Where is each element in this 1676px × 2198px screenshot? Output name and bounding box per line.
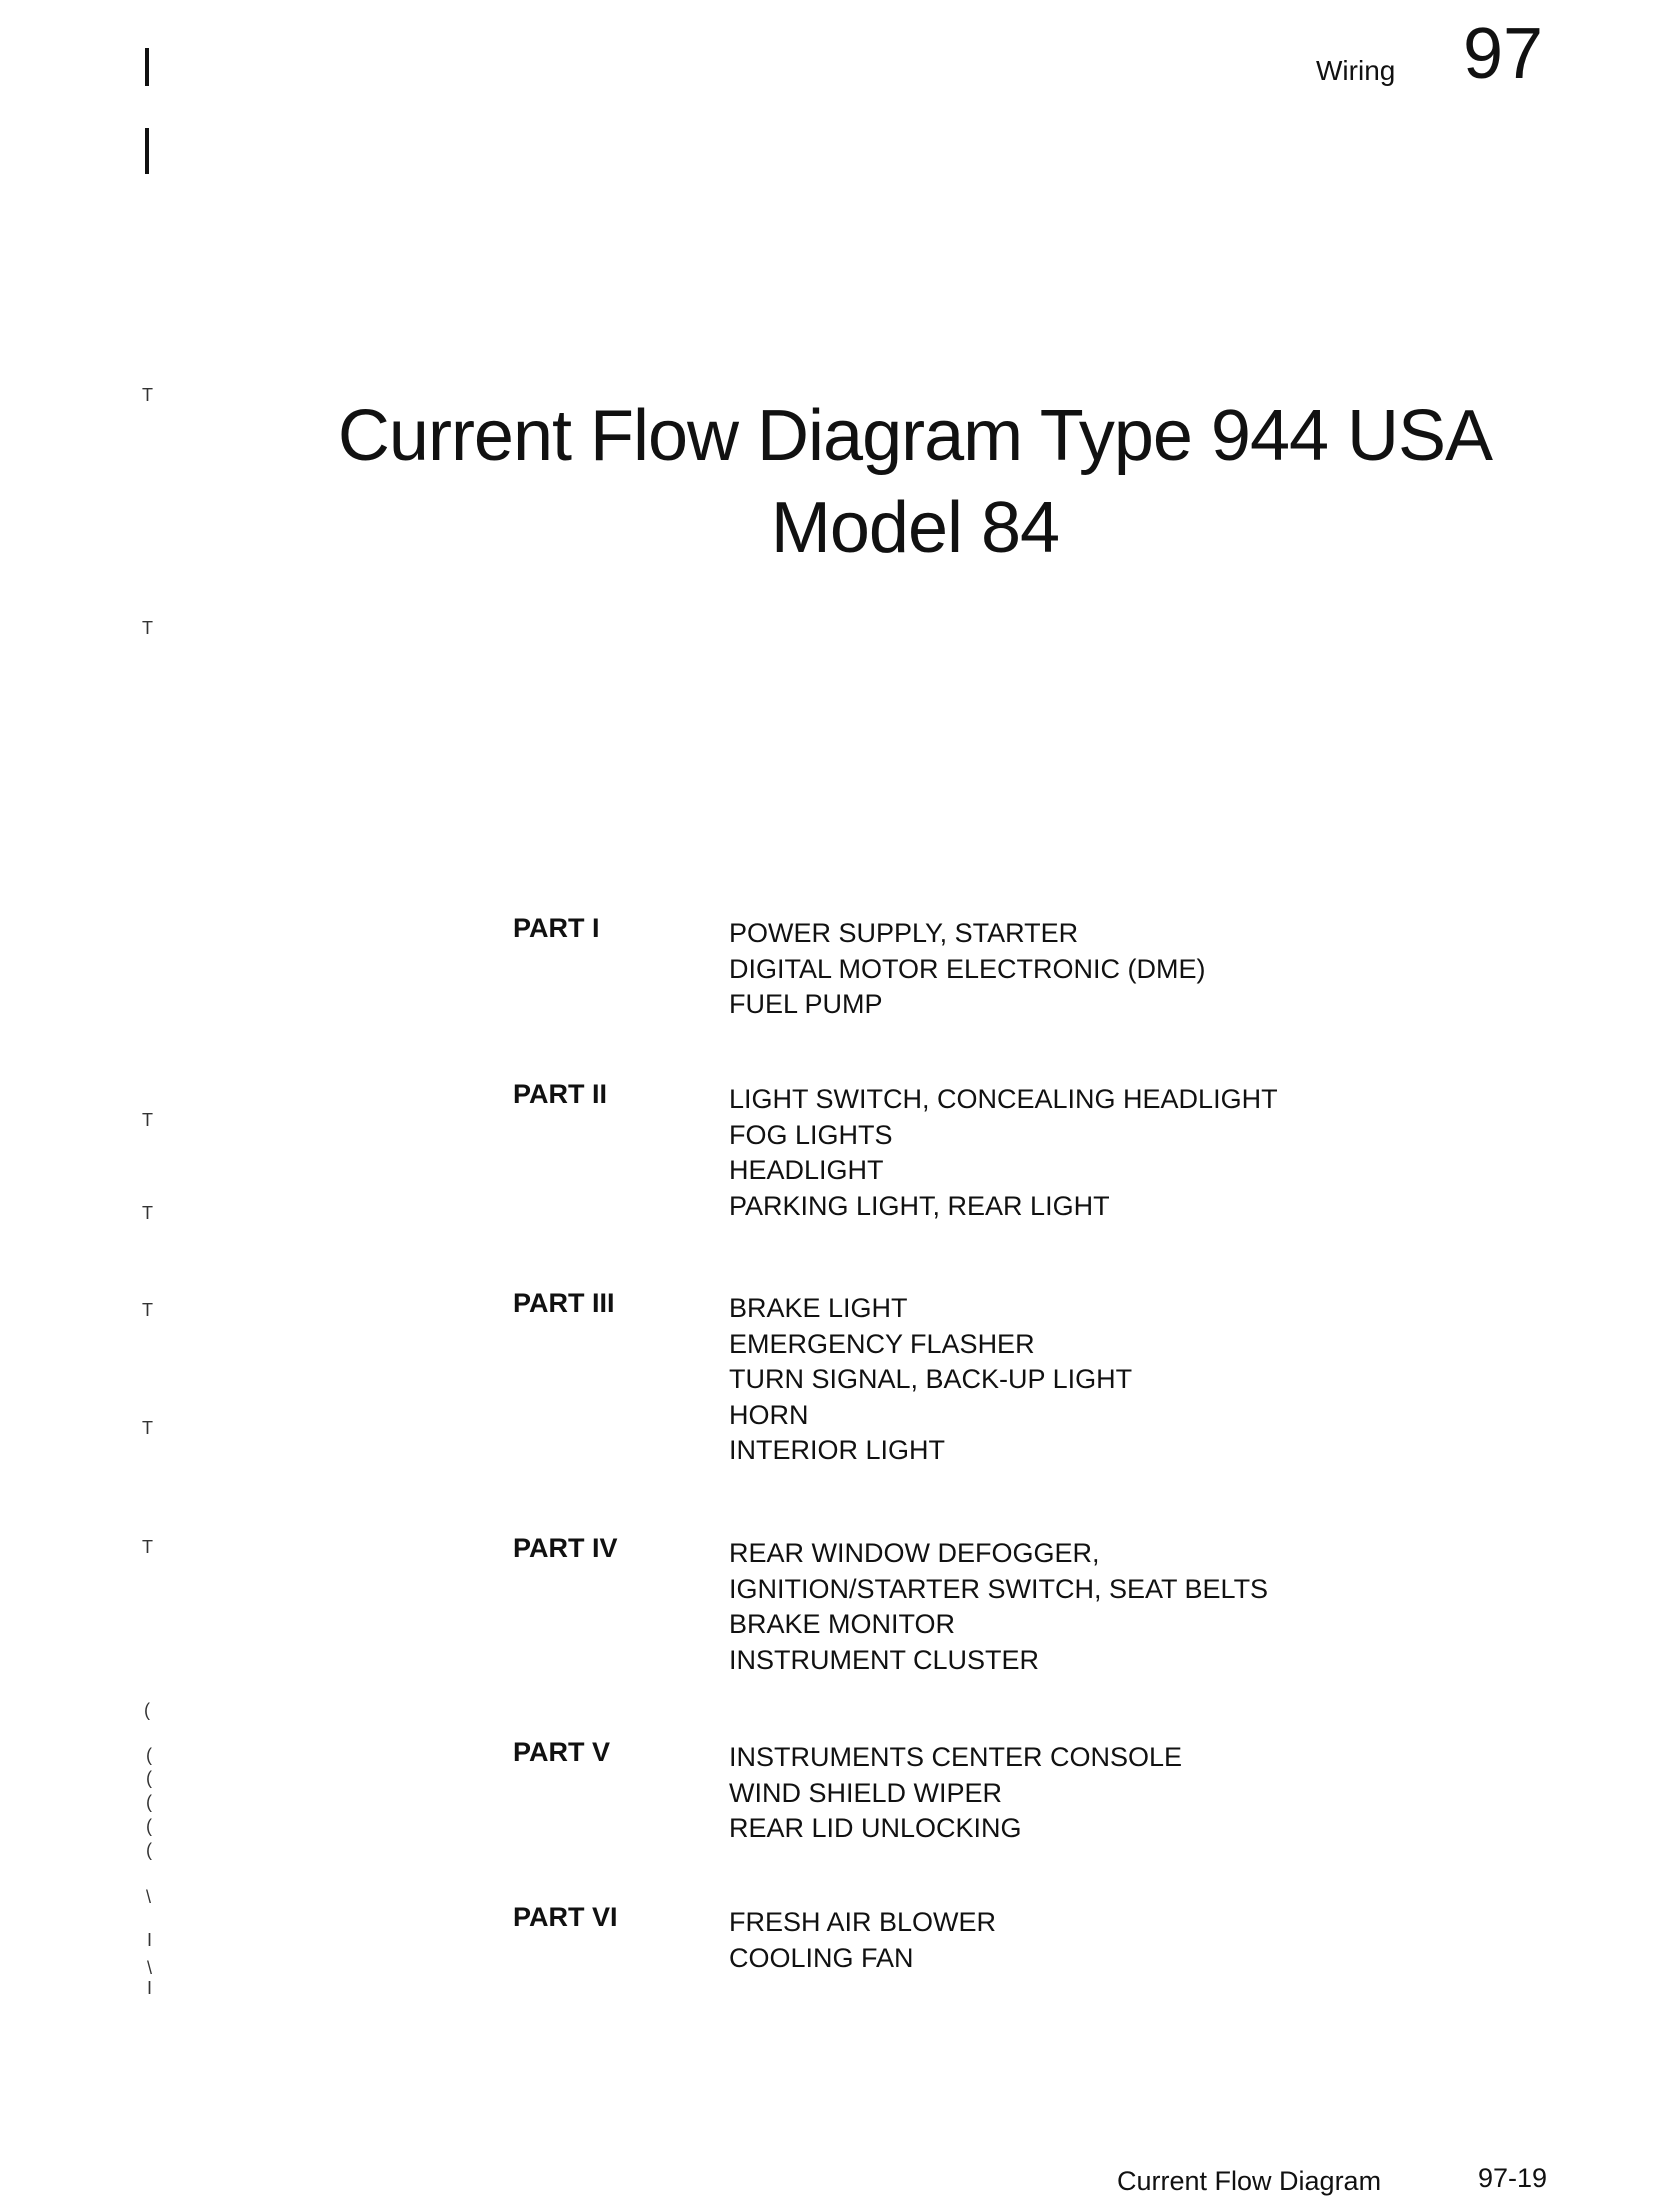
margin-mark: T [142, 618, 153, 638]
margin-mark: \ [147, 1958, 153, 1978]
margin-mark: \ [146, 1887, 152, 1907]
part-label: PART III [513, 1288, 615, 1318]
margin-mark: T [142, 385, 153, 405]
part-item: REAR WINDOW DEFOGGER, [729, 1538, 1100, 1568]
part-item: TURN SIGNAL, BACK-UP LIGHT [729, 1364, 1133, 1394]
margin-mark: ( [146, 1840, 152, 1860]
part-items [729, 1737, 1182, 1850]
part-item: LIGHT SWITCH, CONCEALING HEADLIGHT [729, 1084, 1278, 1114]
margin-mark: I [147, 1930, 153, 1950]
page-title [0, 390, 1676, 574]
part-item: DIGITAL MOTOR ELECTRONIC (DME) [729, 953, 1206, 984]
page-number: 97-19 [1478, 2163, 1548, 2193]
part-items [729, 1902, 996, 1979]
margin-mark: ( [146, 1816, 152, 1836]
part-item: FOG LIGHTS [729, 1119, 893, 1150]
part-item: HORN [729, 1399, 809, 1430]
part-items [729, 1533, 1268, 1681]
margin-mark: T [142, 1537, 153, 1557]
margin-mark: T [142, 1300, 153, 1320]
part-item: WIND SHIELD WIPER [729, 1777, 1003, 1808]
part-item: BRAKE LIGHT [729, 1293, 908, 1323]
part-item: HEADLIGHT [729, 1155, 884, 1185]
margin-mark: T [142, 1203, 153, 1223]
part-item: REAR LID UNLOCKING [729, 1813, 1022, 1843]
part-item: INTERIOR LIGHT [729, 1435, 946, 1465]
part-label: PART II [513, 1079, 607, 1109]
part-label: PART VI [513, 1902, 618, 1932]
part-item: PARKING LIGHT, REAR LIGHT [729, 1190, 1110, 1221]
title-line-1: Current Flow Diagram Type 944 USA [337, 396, 1493, 476]
margin-bar-top [145, 48, 149, 86]
header-section-label: Wiring [1316, 55, 1396, 86]
part-items [729, 1079, 1278, 1227]
margin-mark: T [142, 1418, 153, 1438]
part-items [729, 913, 1206, 1026]
header-section-number: 97 [1463, 14, 1544, 94]
part-item: BRAKE MONITOR [729, 1609, 956, 1639]
part-item: INSTRUMENTS CENTER CONSOLE [729, 1742, 1183, 1772]
part-item: FUEL PUMP [729, 989, 883, 1019]
part-label: PART IV [513, 1533, 618, 1563]
footer-title: Current Flow Diagram [1117, 2166, 1382, 2196]
title-line-2: Model 84 [770, 488, 1060, 568]
margin-mark: T [142, 1110, 153, 1130]
part-label: PART V [513, 1737, 611, 1767]
margin-mark: ( [146, 1792, 152, 1812]
part-item: COOLING FAN [729, 1942, 914, 1973]
part-item: INSTRUMENT CLUSTER [729, 1644, 1040, 1675]
part-items [729, 1288, 1132, 1472]
part-item: IGNITION/STARTER SWITCH, SEAT BELTS [729, 1573, 1269, 1604]
margin-bar [145, 128, 149, 174]
margin-mark: ( [146, 1745, 152, 1765]
part-label: PART I [513, 913, 600, 943]
binder-margin [0, 0, 200, 2198]
part-item: POWER SUPPLY, STARTER [729, 918, 1079, 948]
margin-mark: ( [144, 1700, 150, 1720]
margin-mark: I [147, 1978, 153, 1998]
part-item: FRESH AIR BLOWER [729, 1907, 997, 1937]
margin-mark: ( [146, 1768, 152, 1788]
part-item: EMERGENCY FLASHER [729, 1328, 1035, 1359]
